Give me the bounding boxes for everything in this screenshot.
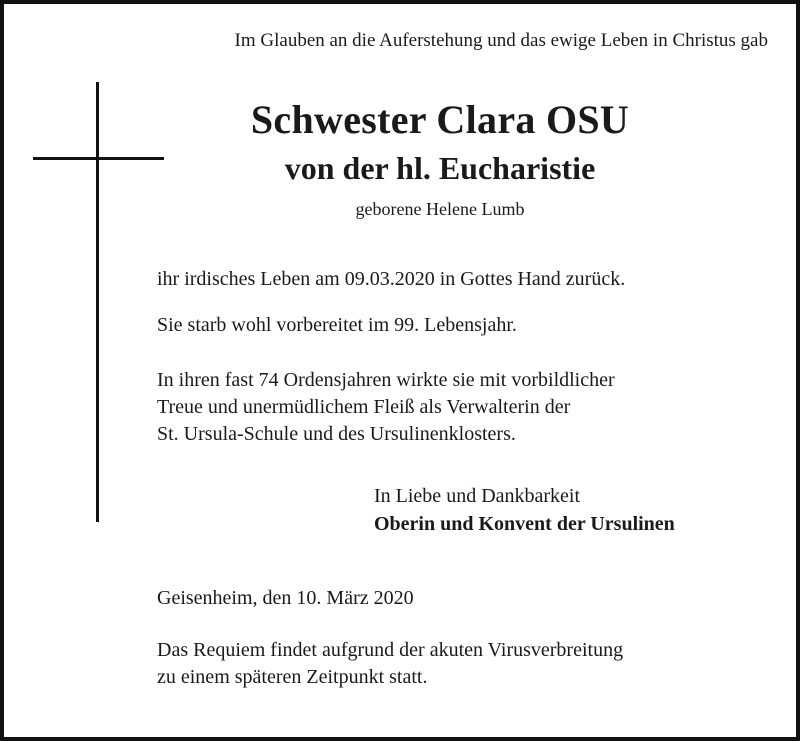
- tribute-line: St. Ursula-Schule und des Ursulinenklosters.: [157, 423, 516, 445]
- birth-name: geborene Helene Lumb: [355, 199, 525, 219]
- requiem-line: zu einem späteren Zeitpunkt statt.: [157, 666, 428, 688]
- requiem-line: Das Requiem findet aufgrund der akuten Virusverbreitung: [157, 639, 624, 661]
- death-line: ihr irdisches Leben am 09.03.2020 in Gottes Hand zurück.: [157, 268, 626, 290]
- closing-line: In Liebe und Dankbarkeit: [374, 485, 581, 507]
- age-line: Sie starb wohl vorbereitet im 99. Lebensjahr.: [157, 314, 517, 336]
- deceased-name: Schwester Clara OSU: [250, 97, 630, 142]
- intro-line: Im Glauben an die Auferstehung und das ewige Leben in Christus gab: [234, 30, 768, 51]
- signatories: Oberin und Konvent der Ursulinen: [374, 513, 675, 535]
- requiem-paragraph: [157, 637, 777, 691]
- tribute-line: Treue und unermüdlichem Fleiß als Verwalterin der: [157, 396, 571, 418]
- tribute-line: In ihren fast 74 Ordensjahren wirkte sie mit vorbildlicher: [157, 369, 615, 391]
- cross-vertical-bar: [96, 82, 99, 522]
- place-date: Geisenheim, den 10. März 2020: [157, 587, 414, 609]
- tribute-paragraph: [157, 367, 757, 448]
- religious-title: von der hl. Eucharistie: [284, 150, 596, 186]
